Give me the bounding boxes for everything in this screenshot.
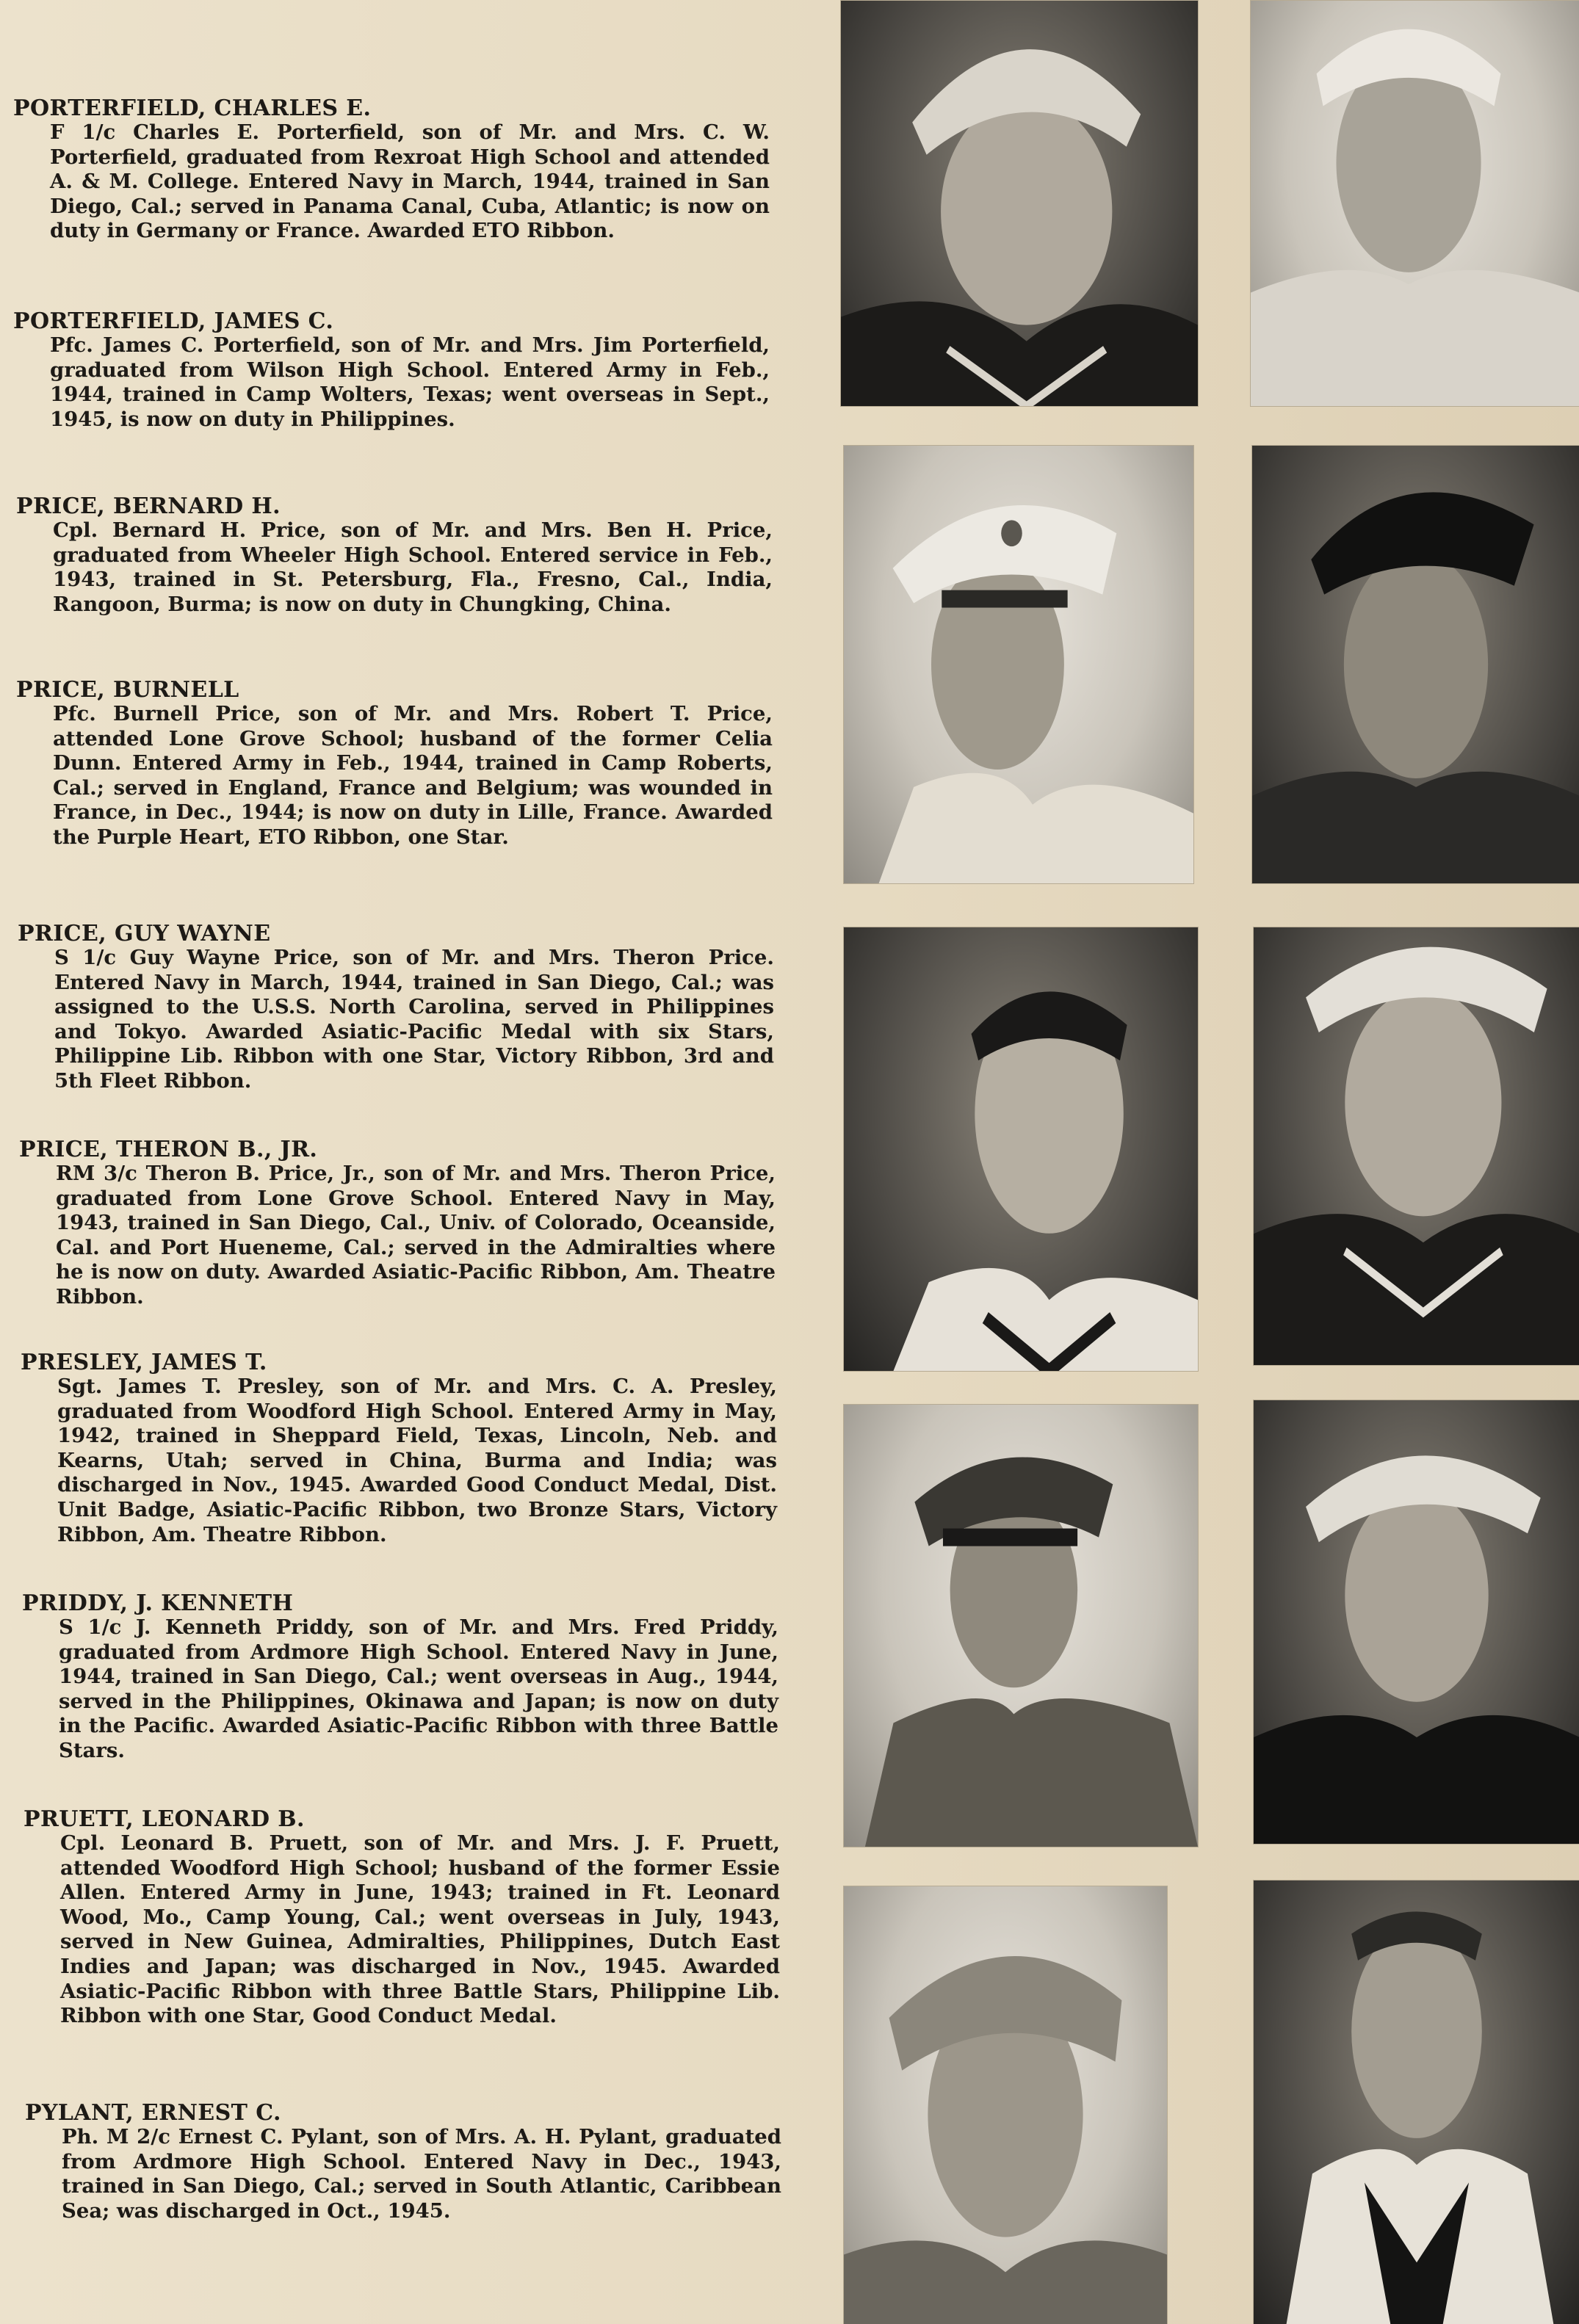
entry-name: PRICE, THERON B., JR. (19, 1137, 318, 1162)
portrait-photo-price-theron (1253, 927, 1579, 1366)
entry-price-guy-wayne (18, 922, 774, 1094)
entry-bio: Ph. M 2/c Ernest C. Pylant, son of Mrs. A. H. Pylant, graduated from Ardmore High School. Entered Navy in Dec., 1943, trained in San Diego, Cal.; served in South Atlantic, Caribbean Sea; was discharged in Oct., 1945. (62, 2125, 781, 2223)
portrait-photo-presley-james (843, 1404, 1199, 1847)
entry-bio: Pfc. James C. Porterfield, son of Mr. and Mrs. Jim Porterfield, graduated from Wilson High School. Entered Army in Feb., 1944, trained in Camp Wolters, Texas; went overseas in Sept., 1945, is now on duty in Philippines. (50, 333, 770, 431)
entry-porterfield-charles (13, 97, 770, 244)
entry-porterfield-james (13, 310, 770, 432)
portrait-photo-pruett-leonard (843, 1886, 1168, 2324)
portrait-photo-pylant-ernest (1253, 1880, 1579, 2324)
entry-bio: Cpl. Bernard H. Price, son of Mr. and Mrs. Ben H. Price, graduated from Wheeler High School. Entered service in Feb., 1943, trained in St. Petersburg, Fla., Fresno, Cal., India, Rangoon, Burma; is now on duty in Chungking, China. (53, 518, 773, 616)
entry-pylant-ernest (25, 2102, 781, 2223)
portrait-photo-price-bernard (843, 445, 1194, 884)
entry-bio: Cpl. Leonard B. Pruett, son of Mr. and Mrs. J. F. Pruett, attended Woodford High School; husband of the former Essie Allen. Entered Army in June, 1943; trained in Ft. Leonard Wood, Mo., Camp Young, Cal.; went overseas in July, 1943, served in New Guinea, Admiralties, Philippines, Dutch East Indies and Japan; was discharged in Nov., 1945. Awarded Asiatic-Pacific Ribbon with three Battle Stars, Philippine Lib. Ribbon with one Star, Good Conduct Medal. (60, 1831, 780, 2028)
entry-price-bernard (16, 495, 773, 617)
entry-name: PRICE, BERNARD H. (16, 493, 281, 519)
entry-name: PORTERFIELD, JAMES C. (13, 308, 334, 334)
entry-bio: F 1/c Charles E. Porterfield, son of Mr. and Mrs. C. W. Porterfield, graduated from Rexroat High School and attended A. & M. College. Entered Navy in March, 1944, trained in San Diego, Cal.; served in Panama Canal, Cuba, Atlantic; is now on duty in Germany or France. Awarded ETO Ribbon. (50, 120, 770, 243)
entry-bio: S 1/c Guy Wayne Price, son of Mr. and Mrs. Theron Price. Entered Navy in March, 1944, trained in San Diego, Cal.; was assigned to the U.S.S. North Carolina, served in Philippines and Tokyo. Awarded Asiatic-Pacific Medal with six Stars, Philippine Lib. Ribbon with one Star, Victory Ribbon, 3rd and 5th Fleet Ribbon. (54, 946, 774, 1093)
entry-bio: S 1/c J. Kenneth Priddy, son of Mr. and Mrs. Fred Priddy, graduated from Ardmore High School. Entered Navy in June, 1944, trained in San Diego, Cal.; went overseas in Aug., 1944, served in the Philippines, Okinawa and Japan; is now on duty in the Pacific. Awarded Asiatic-Pacific Ribbon with three Battle Stars. (59, 1615, 778, 1762)
entry-name: PRICE, BURNELL (16, 677, 239, 703)
entry-bio: Sgt. James T. Presley, son of Mr. and Mrs. C. A. Presley, graduated from Woodford High School. Entered Army in May, 1942, trained in Sheppard Field, Texas, Lincoln, Neb. and Kearns, Utah; served in China, Burma and India; was discharged in Nov., 1945. Awarded Good Conduct Medal, Dist. Unit Badge, Asiatic-Pacific Ribbon, two Bronze Stars, Victory Ribbon, Am. Theatre Ribbon. (57, 1375, 777, 1546)
entry-price-theron (19, 1138, 776, 1310)
portrait-photo-porterfield-james (1250, 0, 1579, 407)
portrait-photo-price-burnell (1251, 445, 1579, 884)
entry-pruett-leonard (24, 1808, 780, 2029)
entry-priddy-kenneth (22, 1592, 778, 1764)
entry-bio: Pfc. Burnell Price, son of Mr. and Mrs. Robert T. Price, attended Lone Grove School; husband of the former Celia Dunn. Entered Army in Feb., 1944, trained in Camp Roberts, Cal.; served in England, France and Belgium; was wounded in France, in Dec., 1944; is now on duty in Lille, France. Awarded the Purple Heart, ETO Ribbon, one Star. (53, 702, 773, 849)
entry-name: PRESLEY, JAMES T. (21, 1350, 267, 1375)
portrait-photo-porterfield-charles (840, 0, 1199, 407)
entry-name: PRUETT, LEONARD B. (24, 1806, 305, 1832)
portrait-photo-priddy-kenneth (1253, 1400, 1579, 1845)
entry-price-burnell (16, 678, 773, 850)
entry-name: PYLANT, ERNEST C. (25, 2100, 281, 2126)
entry-name: PORTERFIELD, CHARLES E. (13, 95, 372, 121)
entry-bio: RM 3/c Theron B. Price, Jr., son of Mr. and Mrs. Theron Price, graduated from Lone Grove School. Entered Navy in May, 1943, trained in San Diego, Cal., Univ. of Colorado, Oceanside, Cal. and Port Hueneme, Cal.; served in the Admiralties where he is now on duty. Awarded Asiatic-Pacific Ribbon, Am. Theatre Ribbon. (56, 1162, 776, 1308)
portrait-photo-price-guy-wayne (843, 927, 1199, 1372)
entry-name: PRICE, GUY WAYNE (18, 921, 271, 946)
entry-presley-james (21, 1351, 777, 1547)
entry-name: PRIDDY, J. KENNETH (22, 1590, 294, 1616)
biography-column (0, 0, 781, 2324)
